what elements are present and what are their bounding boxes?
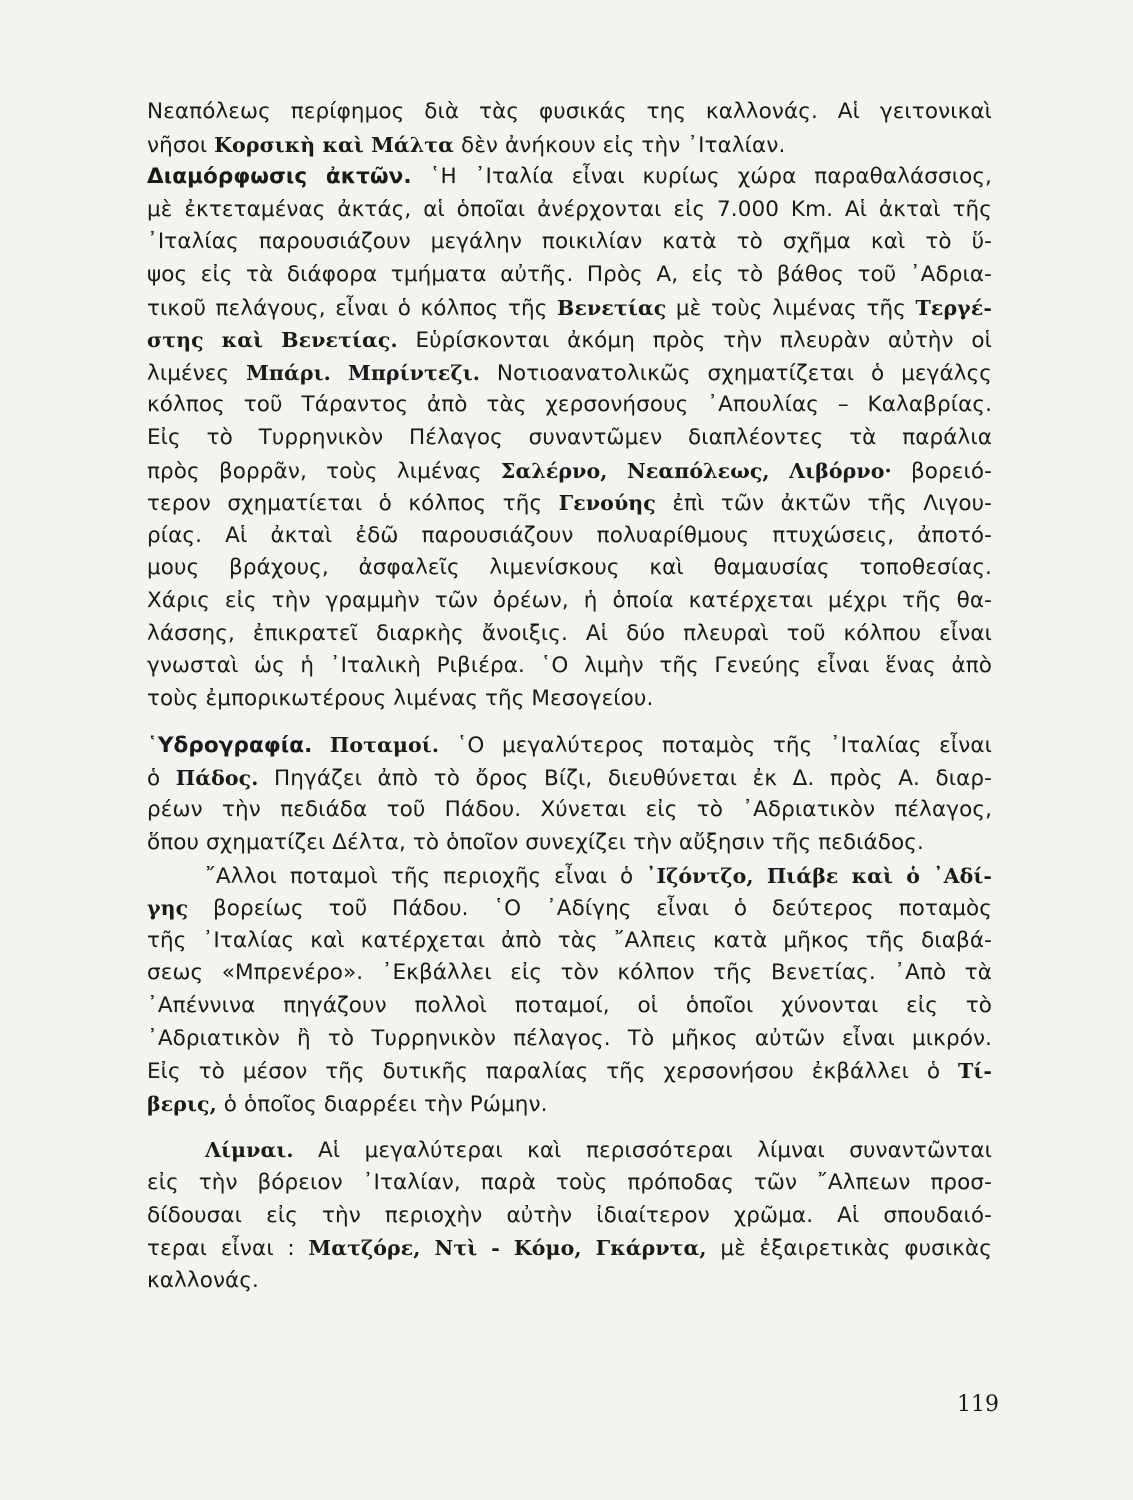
section-heading: Λίμναι. — [205, 1138, 294, 1163]
text-span: ᾿Αδριατικὸν ἢ τὸ Τυρρηνικὸν πέλαγος. Τὸ μῆκος αὐτῶν εἶναι μικρόν. — [147, 1025, 992, 1051]
text-line — [147, 389, 992, 422]
text-span: τεραι εἶναι : — [147, 1236, 309, 1262]
text-span: ψος εἰς τὰ διάφορα τμήματα αὐτῆς. Πρὸς Α, εἰς τὸ βάθος τοῦ ᾿Αδρια- — [147, 261, 992, 287]
text-span: τοὺς ἐμπορικωτέρους λιμένας τῆς Μεσογείου. — [147, 685, 654, 711]
text-line — [147, 925, 992, 958]
text-span: μὲ ἐκτεταμένας ἀκτάς, αἱ ὁποῖαι ἀνέρχονται εἰς 7.000 Km. Αἱ ἀκταὶ τῆς — [147, 196, 992, 222]
bold-term: Ποταμοί. — [329, 733, 440, 758]
bold-term: ᾿Ιζόντζο, Πιάβε καὶ ὁ ᾿Αδί- — [646, 863, 992, 888]
text-line — [147, 1055, 992, 1088]
text-line — [147, 129, 992, 162]
bold-term: Σαλέρνο, Νεαπόλεως, Λιβόρνο· — [500, 458, 892, 483]
text-span: Εἰς τὸ Τυρρηνικὸν Πέλαγος συναντῶμεν διαπλέοντες τὰ παράλια — [147, 424, 992, 450]
text-span: καλλονάς. — [147, 1267, 259, 1293]
bold-term: Πάδος. — [175, 765, 259, 790]
text-span: τικοῦ πελάγους, εἶναι ὁ κόλπος τῆς — [147, 295, 558, 321]
text-line — [147, 487, 992, 520]
text-span: Νοτιοανατολικῶς σχηματίζεται ὁ μεγάλςς — [479, 360, 992, 386]
text-line — [147, 1023, 992, 1056]
text-line — [147, 552, 992, 585]
bold-term: Κορσικὴ καὶ Μάλτα — [214, 132, 455, 157]
text-span: Εὑρίσκονται ἀκόμη πρὸς τὴν πλευρὰν αὐτὴν οἱ — [397, 328, 993, 354]
text-line — [147, 324, 992, 357]
text-span: Νεαπόλεως περίφημος διὰ τὰς φυσικάς της καλλονάς. Αἱ γειτονικαὶ — [147, 99, 992, 124]
text-span: τῆς ᾿Ιταλίας καὶ κατέρχεται ἀπὸ τὰς ῎Αλπεις κατὰ μῆκος τῆς διαβά- — [147, 927, 992, 953]
text-line — [147, 1265, 992, 1298]
bold-term: Μπάρι. Μπρίντεζι. — [246, 360, 480, 385]
text-span: ὁ ὁποῖος διαρρέει τὴν Ρώμην. — [216, 1091, 548, 1117]
text-span: βορείως τοῦ Πάδου. ῾Ο ᾿Αδίγης εἶναι ὁ δεύτερος ποταμὸς — [188, 896, 992, 922]
paragraph-gap — [147, 1120, 992, 1134]
text-span: βορειό- — [891, 458, 993, 484]
bold-term: Βενετίας — [557, 295, 667, 320]
text-span: πρὸς βορρᾶν, τοὺς λιμένας — [147, 458, 501, 484]
text-span: εἰς τὴν βόρειον ᾿Ιταλίαν, παρὰ τοὺς πρόποδας τῶν ῎Αλπεων προσ- — [147, 1170, 992, 1195]
section-heading: ῾Υδρογραφία. — [147, 733, 313, 759]
text-span: λάσσης, ἐπικρατεῖ διαρκὴς ἄνοιξις. Αἱ δύο πλευραὶ τοῦ κόλπου εἶναι — [147, 620, 992, 646]
text-span: Αἱ μεγαλύτεραι καὶ περισσότεραι λίμναι συναντῶνται — [293, 1138, 992, 1164]
text-line — [147, 1232, 992, 1265]
text-line — [147, 827, 992, 860]
text-span: νῆσοι — [147, 132, 215, 158]
page-body — [147, 96, 992, 1476]
text-line — [147, 96, 992, 129]
text-span: Χάρις εἰς τὴν γραμμὴν τῶν ὀρέων, ἡ ὁποία κατέρχεται μέχρι τῆς θα- — [147, 587, 992, 613]
section-heading-line — [147, 1134, 992, 1167]
text-line — [147, 683, 992, 716]
text-span: μους βράχους, ἀσφαλεῖς λιμενίσκους καὶ θαμαυσίας τοποθεσίας. — [147, 555, 992, 581]
text-line — [147, 226, 992, 259]
paragraph-gap — [147, 715, 992, 729]
text-line — [147, 194, 992, 227]
text-span: σεως «Μπρενέρο». ᾿Εκβάλλει εἰς τὸν κόλπον τῆς Βενετίας. ᾿Απὸ τὰ — [147, 960, 992, 986]
bold-term: Τεργέ- — [915, 295, 992, 320]
text-line — [147, 455, 992, 488]
text-span: μὲ τοὺς λιμένας τῆς — [666, 295, 916, 321]
bold-term: βερις, — [147, 1091, 217, 1116]
bold-term: Ματζόρε, Ντὶ - Κόμο, Γκάρντα, — [308, 1236, 707, 1261]
text-span: ἐπὶ τῶν ἀκτῶν τῆς Λιγου- — [655, 491, 992, 517]
text-line — [147, 422, 992, 455]
text-span — [312, 733, 330, 758]
text-line — [147, 860, 992, 893]
text-line — [147, 1088, 992, 1121]
bold-term: Γενούης — [558, 491, 656, 516]
text-span: δίδουσαι εἰς τὴν περιοχὴν αὐτὴν ἰδιαίτερον χρῶμα. Αἱ σπουδαιό- — [147, 1202, 992, 1228]
section-heading-line — [147, 161, 992, 194]
bold-term: Τί- — [958, 1059, 992, 1084]
text-line — [147, 650, 992, 683]
text-line — [147, 990, 992, 1023]
text-span: δὲν ἀνήκουν εἰς τὴν ᾿Ιταλίαν. — [454, 132, 786, 158]
text-line — [147, 957, 992, 990]
text-line — [147, 1200, 992, 1233]
text-span: Εἰς τὸ μέσον τῆς δυτικῆς παραλίας τῆς χερσονήσου ἐκβάλλει ὁ — [147, 1059, 959, 1085]
page-number: 119 — [957, 1392, 999, 1417]
text-line — [147, 618, 992, 651]
text-span: ᾿Ιταλίας παρουσιάζουν μεγάλην ποικιλίαν κατὰ τὸ σχῆμα καὶ τὸ ὕ- — [147, 229, 992, 255]
text-span: Πηγάζει ἀπὸ τὸ ὄρος Βίζι, διευθύνεται ἐκ Δ. πρὸς Α. διαρ- — [258, 765, 992, 791]
text-line — [147, 1167, 992, 1200]
text-span: ρέων τὴν πεδιάδα τοῦ Πάδου. Χύνεται εἰς τὸ ᾿Αδριατικὸν πέλαγος, — [147, 797, 992, 823]
text-line — [147, 357, 992, 390]
text-span: ῾Ο μεγαλύτερος ποταμὸς τῆς ᾿Ιταλίας εἶναι — [439, 733, 993, 759]
text-span: ὁ — [147, 765, 176, 791]
text-span: γνωσταὶ ὡς ἡ ᾿Ιταλικὴ Ριβιέρα. ῾Ο λιμὴν τῆς Γενεύης εἶναι ἕνας ἀπὸ — [147, 653, 992, 679]
section-heading: Διαμόρφωσις ἀκτῶν. — [147, 164, 412, 190]
text-span: λιμένες — [147, 360, 247, 386]
bold-term: στης καὶ Βενετίας. — [147, 328, 398, 353]
text-span: μὲ ἐξαιρετικὰς φυσικὰς — [706, 1236, 993, 1262]
bold-term: γης — [147, 896, 189, 921]
text-line — [147, 585, 992, 618]
text-span: ρίας. Αἱ ἀκταὶ ἐδῶ παρουσιάζουν πολυαρίθμους πτυχώσεις, ἀποτό- — [147, 522, 992, 548]
text-line — [147, 794, 992, 827]
text-line — [147, 762, 992, 795]
text-span: ᾿Απέννινα πηγάζουν πολλοὶ ποταμοί, οἱ ὁποῖοι χύνονται εἰς τὸ — [147, 993, 992, 1019]
text-line — [147, 292, 992, 325]
text-line — [147, 259, 992, 292]
text-line — [147, 520, 992, 553]
section-heading-line — [147, 729, 992, 762]
text-line — [147, 892, 992, 925]
text-span: ῾Η ᾿Ιταλία εἶναι κυρίως χώρα παραθαλάσσιος, — [411, 164, 992, 190]
text-span: τερον σχηματίεται ὁ κόλπος τῆς — [147, 491, 559, 517]
text-span: ῎Αλλοι ποταμοὶ τῆς περιοχῆς εἶναι ὁ — [205, 863, 647, 889]
text-span: ὅπου σχηματίζει Δέλτα, τὸ ὁποῖον συνεχίζει τὴν αὔξησιν τῆς πεδιάδος. — [147, 830, 924, 856]
text-span: κόλπος τοῦ Τάραντος ἀπὸ τὰς χερσονήσους ᾿Απουλίας – Καλαβρίας. — [147, 392, 992, 418]
